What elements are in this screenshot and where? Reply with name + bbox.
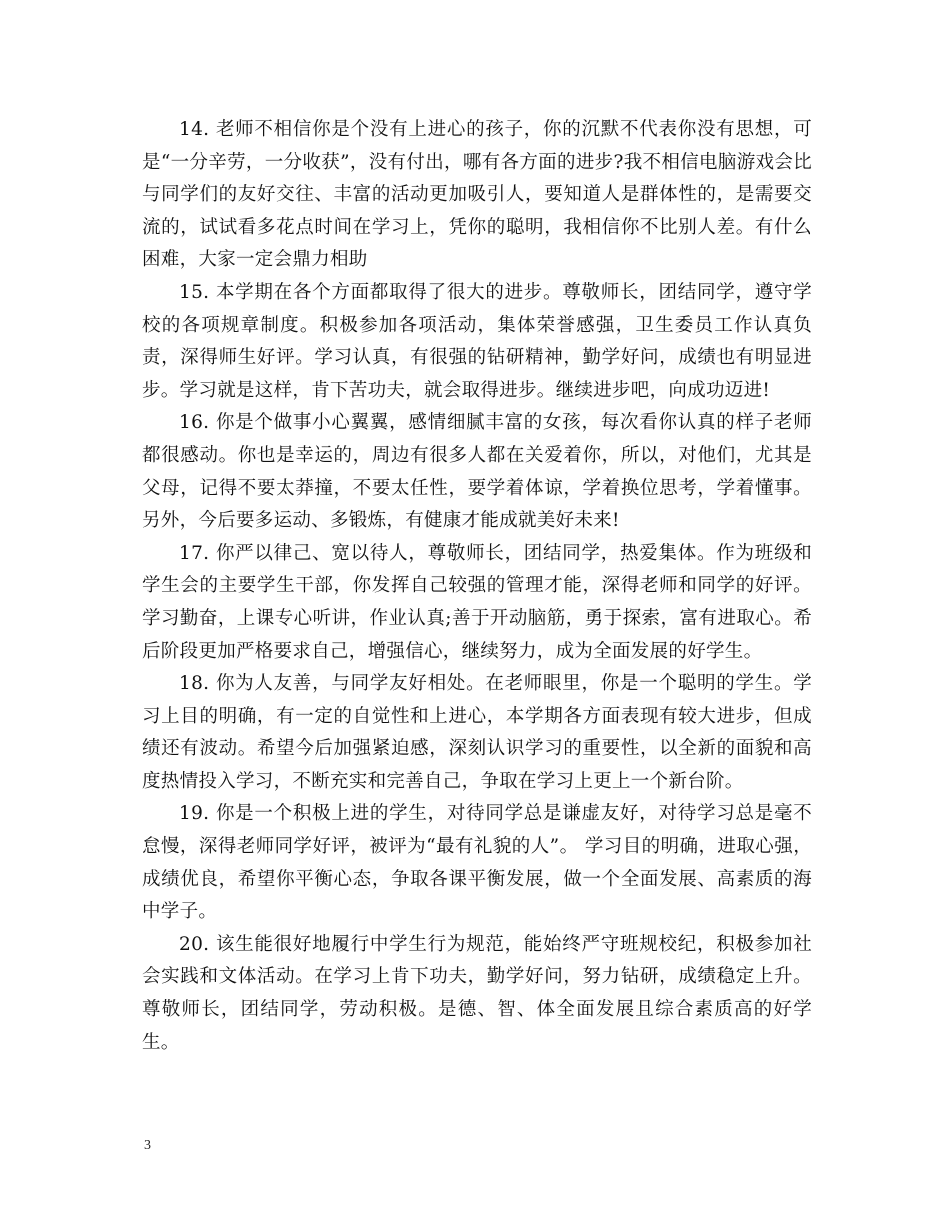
paragraph-19: 19. 你是一个积极上进的学生，对待同学总是谦虚友好，对待学习总是毫不怠慢，深得老师同学好评，被评为“最有礼貌的人”。 学习目的明确，进取心强，成绩优良，希望你平衡心态，争取各课平衡发展，做一个全面发展、高素质的海中学子。: [142, 803, 812, 923]
document-body: [142, 114, 812, 1059]
paragraph-16: 16. 你是个做事小心翼翼，感情细腻丰富的女孩，每次看你认真的样子老师都很感动。你也是幸运的，周边有很多人都在关爱着你，所以，对他们，尤其是父母，记得不要太莽撞，不要太任性，要学着体谅，学着换位思考，学着懂事。另外，今后要多运动、多锻炼，有健康才能成就美好未来!: [142, 412, 812, 532]
paragraph-17: 17. 你严以律己、宽以待人，尊敬师长，团结同学，热爱集体。作为班级和学生会的主要学生干部，你发挥自己较强的管理才能，深得老师和同学的好评。学习勤奋，上课专心听讲，作业认真;善于开动脑筋，勇于探索，富有进取心。希后阶段更加严格要求自己，增强信心，继续努力，成为全面发展的好学生。: [142, 542, 812, 662]
page-number: 3: [144, 1138, 151, 1153]
paragraph-15: 15. 本学期在各个方面都取得了很大的进步。尊敬师长，团结同学，遵守学校的各项规章制度。积极参加各项活动，集体荣誉感强，卫生委员工作认真负责，深得师生好评。学习认真，有很强的钻研精神，勤学好问，成绩也有明显进步。学习就是这样，肯下苦功夫，就会取得进步。继续进步吧，向成功迈进!: [142, 281, 812, 401]
paragraph-14: 14. 老师不相信你是个没有上进心的孩子，你的沉默不代表你没有思想，可是“一分辛劳，一分收获”，没有付出，哪有各方面的进步?我不相信电脑游戏会比与同学们的友好交往、丰富的活动更加吸引人，要知道人是群体性的，是需要交流的，试试看多花点时间在学习上，凭你的聪明，我相信你不比别人差。有什么困难，大家一定会鼎力相助: [142, 119, 812, 271]
paragraph-20: 20. 该生能很好地履行中学生行为规范，能始终严守班规校纪，积极参加社会实践和文体活动。在学习上肯下功夫，勤学好问，努力钻研，成绩稳定上升。尊敬师长，团结同学，劳动积极。是德、智、体全面发展且综合素质高的好学生。: [142, 933, 812, 1053]
paragraph-18: 18. 你为人友善，与同学友好相处。在老师眼里，你是一个聪明的学生。学习上目的明确，有一定的自觉性和上进心，本学期各方面表现有较大进步，但成绩还有波动。希望今后加强紧迫感，深刻认识学习的重要性，以全新的面貌和高度热情投入学习，不断充实和完善自己，争取在学习上更上一个新台阶。: [142, 673, 812, 792]
